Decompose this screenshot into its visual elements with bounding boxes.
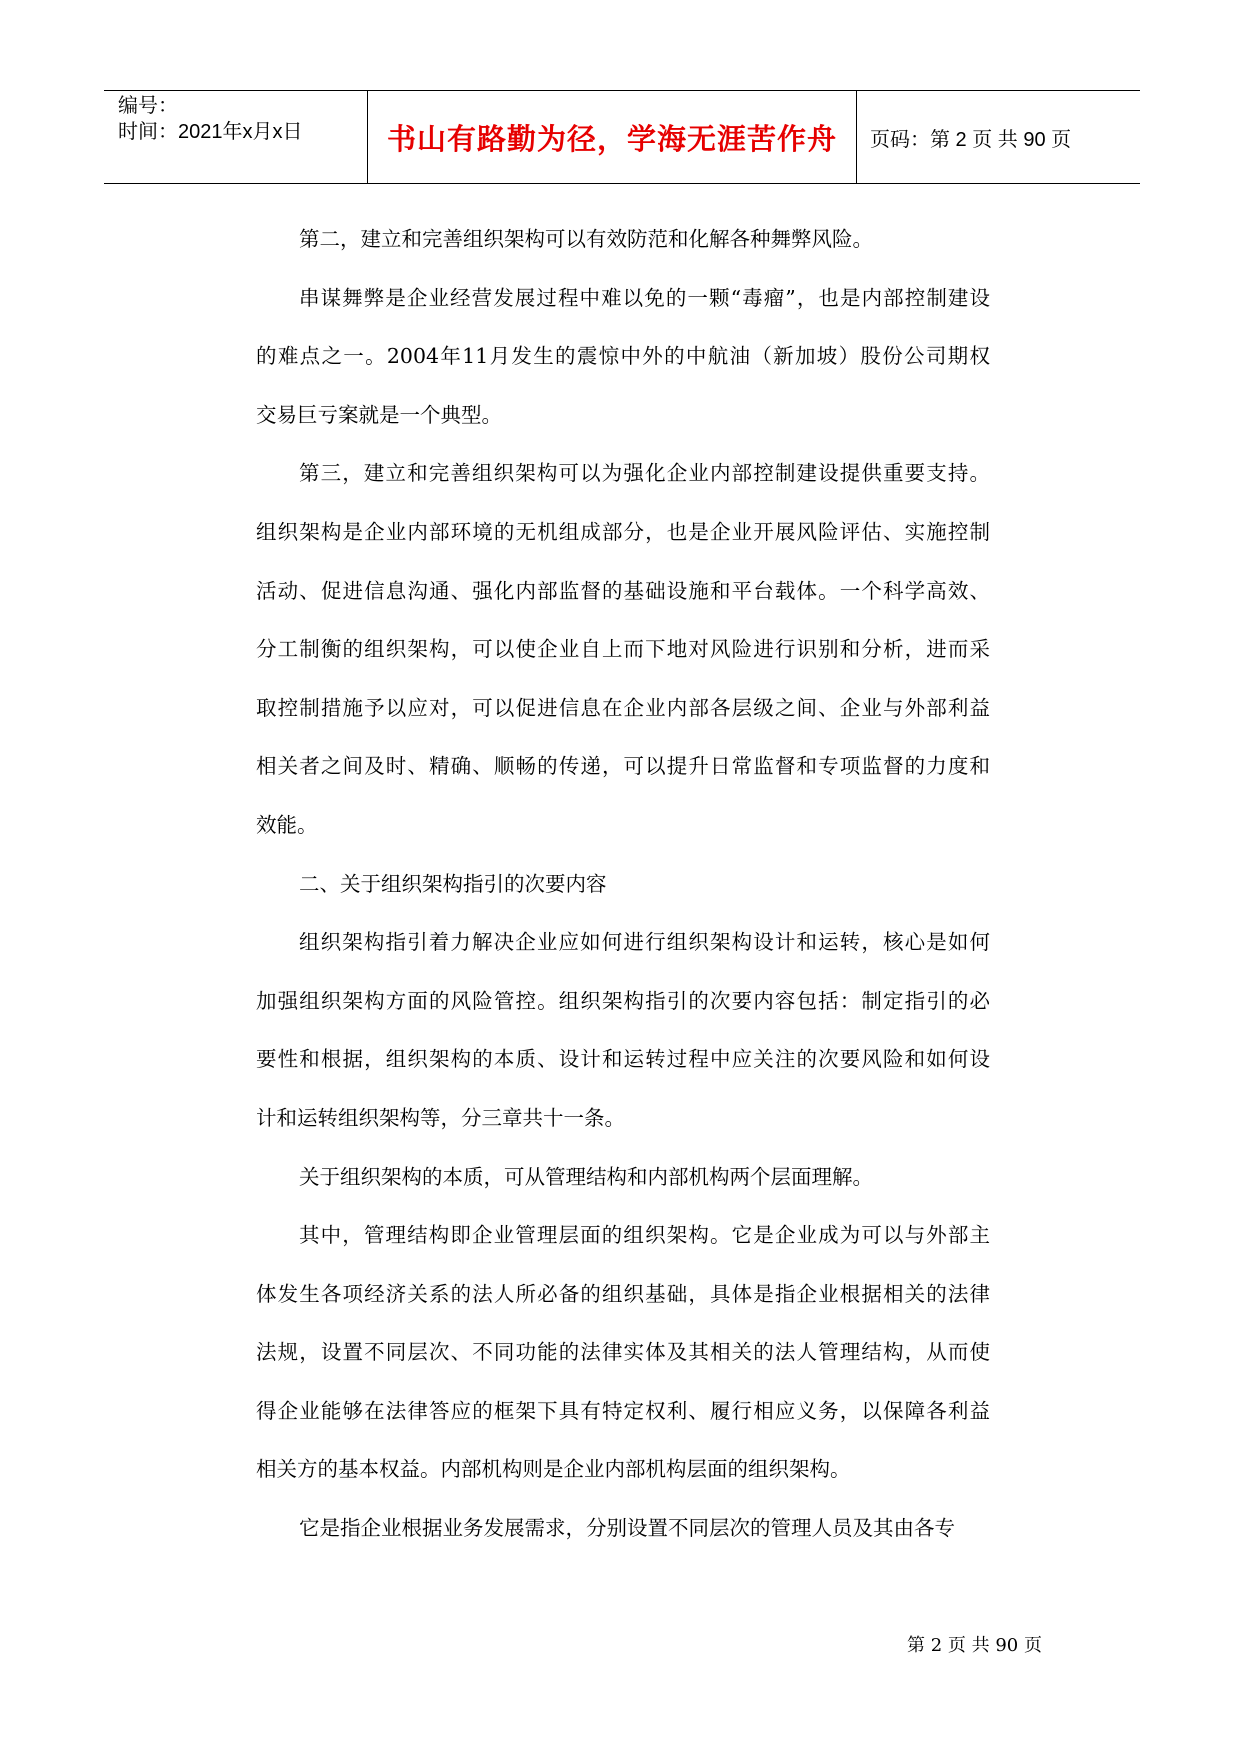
text-line: 计和运转组织架构等，分三章共十一条。 bbox=[256, 1105, 625, 1130]
text-line: 加强组织架构方面的风险管控。组织架构指引的次要内容包括：制定指引的必 bbox=[256, 988, 990, 1013]
paragraph bbox=[256, 210, 990, 269]
text-line: 相关方的基本权益。内部机构则是企业内部机构层面的组织架构。 bbox=[256, 1457, 851, 1482]
text-line: 交易巨亏案就是一个典型。 bbox=[256, 402, 502, 427]
paragraph bbox=[256, 855, 990, 914]
header-page-info: 页码：第 2 页 共 90 页 bbox=[870, 128, 1072, 151]
document-body bbox=[256, 210, 990, 1558]
text-line: 效能。 bbox=[256, 812, 318, 837]
header-info-cell bbox=[104, 91, 368, 183]
paragraph bbox=[256, 269, 990, 445]
text-line: 其中，管理结构即企业管理层面的组织架构。它是企业成为可以与外部主 bbox=[299, 1223, 990, 1248]
text-line: 串谋舞弊是企业经营发展过程中难以免的一颗“毒瘤”，也是内部控制建设 bbox=[299, 285, 990, 310]
text-line: 关于组织架构的本质，可从管理结构和内部机构两个层面理解。 bbox=[299, 1164, 873, 1189]
text-line: 取控制措施予以应对，可以促进信息在企业内部各层级之间、企业与外部利益 bbox=[256, 695, 990, 720]
text-line: 第二，建立和完善组织架构可以有效防范和化解各种舞弊风险。 bbox=[299, 227, 873, 251]
paragraph bbox=[256, 1499, 990, 1558]
header-motto-cell bbox=[368, 91, 857, 183]
text-line: 二、关于组织架构指引的次要内容 bbox=[299, 871, 607, 896]
document-time-label: 时间：2021年x月x日 bbox=[118, 121, 303, 143]
paragraph bbox=[256, 913, 990, 1147]
header-motto: 书山有路勤为径，学海无涯苦作舟 bbox=[386, 121, 837, 156]
paragraph bbox=[256, 444, 990, 854]
text-line: 组织架构指引着力解决企业应如何进行组织架构设计和运转，核心是如何 bbox=[299, 930, 990, 955]
text-line: 的难点之一。2004年11月发生的震惊中外的中航油（新加坡）股份公司期权 bbox=[256, 344, 990, 369]
paragraph bbox=[256, 1206, 990, 1499]
text-line: 法规，设置不同层次、不同功能的法律实体及其相关的法人管理结构，从而使 bbox=[256, 1340, 990, 1365]
paragraph bbox=[256, 1148, 990, 1207]
text-line: 活动、促进信息沟通、强化内部监督的基础设施和平台载体。一个科学高效、 bbox=[256, 578, 990, 603]
text-line: 体发生各项经济关系的法人所必备的组织基础，具体是指企业根据相关的法律 bbox=[256, 1281, 990, 1306]
document-number-label: 编号： bbox=[118, 95, 178, 117]
text-line: 第三，建立和完善组织架构可以为强化企业内部控制建设提供重要支持。 bbox=[299, 461, 990, 486]
text-line: 分工制衡的组织架构，可以使企业自上而下地对风险进行识别和分析，进而采 bbox=[256, 637, 990, 662]
text-line: 相关者之间及时、精确、顺畅的传递，可以提升日常监督和专项监督的力度和 bbox=[256, 754, 990, 779]
header-page-cell bbox=[857, 91, 1140, 183]
page-footer: 第 2 页 共 90 页 bbox=[907, 1635, 1042, 1656]
text-line: 要性和根据，组织架构的本质、设计和运转过程中应关注的次要风险和如何设 bbox=[256, 1047, 990, 1072]
text-line: 组织架构是企业内部环境的无机组成部分，也是企业开展风险评估、实施控制 bbox=[256, 519, 990, 544]
text-line: 得企业能够在法律答应的框架下具有特定权利、履行相应义务，以保障各利益 bbox=[256, 1398, 990, 1423]
document-header bbox=[104, 90, 1140, 184]
text-line: 它是指企业根据业务发展需求，分别设置不同层次的管理人员及其由各专 bbox=[299, 1516, 955, 1541]
